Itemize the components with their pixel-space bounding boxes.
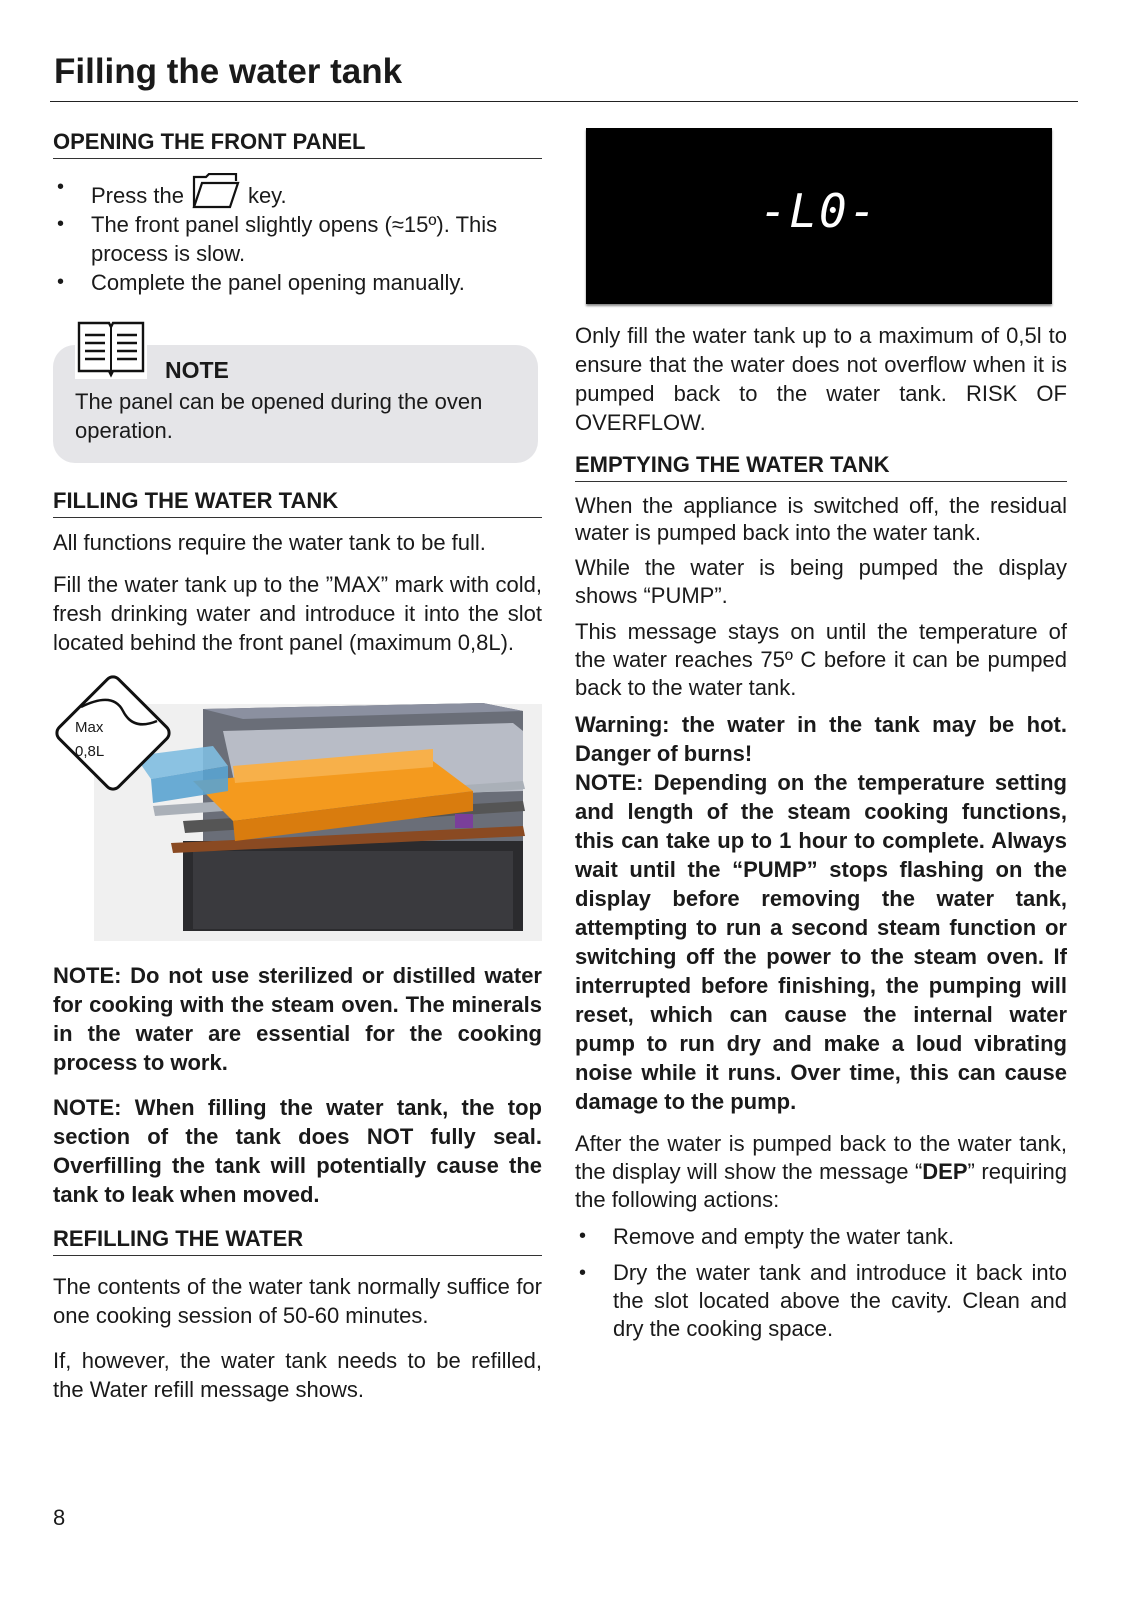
filling-paragraph-1: All functions require the water tank to be full. — [53, 530, 486, 555]
dep-actions-list — [575, 1222, 1067, 1343]
heading-emptying-water-tank: EMPTYING THE WATER TANK — [575, 451, 1067, 482]
heading-filling-water-tank: FILLING THE WATER TANK — [53, 487, 542, 518]
after-pump-text-post: ” requiring the following actions: — [575, 1159, 1068, 1212]
filling-paragraph-2: Fill the water tank up to the ”MAX” mark with cold, fresh drinking water and introduce it into the slot located behind the front panel (maximum 0,8L). — [53, 572, 542, 655]
emptying-paragraph-2: While the water is being pumped the display shows “PUMP”. — [575, 555, 1067, 608]
refilling-paragraph-2: If, however, the water tank needs to be refilled, the Water refill message shows. — [53, 1348, 542, 1402]
dep-message: DEP — [922, 1159, 968, 1184]
list-item: • Complete the panel opening manually. — [53, 268, 542, 297]
title-divider — [50, 101, 1078, 102]
opening-steps-list — [53, 173, 542, 297]
note-label: NOTE — [165, 357, 229, 383]
open-panel-key-icon — [192, 173, 240, 209]
hot-water-warning: Warning: the water in the tank may be hot. Danger of burns! — [575, 712, 1067, 766]
heading-opening-front-panel: OPENING THE FRONT PANEL — [53, 128, 542, 159]
max-label: Max — [75, 719, 104, 736]
note-tank-seal: NOTE: When filling the water tank, the top section of the tank does NOT fully seal. Overfilling the tank will potentially cause the tank to leak when moved. — [53, 1095, 542, 1207]
emptying-paragraph-1: When the appliance is switched off, the residual water is pumped back into the water tank. — [575, 493, 1067, 545]
list-item — [53, 173, 542, 210]
note-distilled-water: NOTE: Do not use sterilized or distilled water for cooking with the steam oven. The minerals in the water are essential for the cooking process to work. — [53, 963, 542, 1075]
page-title: Filling the water tank — [54, 52, 403, 91]
step1-text-pre: Press the — [91, 183, 184, 208]
left-column — [53, 128, 542, 1404]
step1-text-post: key. — [247, 183, 287, 208]
right-column — [575, 128, 1078, 1343]
water-tank-figure — [53, 671, 542, 941]
heading-refilling-water: REFILLING THE WATER — [53, 1225, 542, 1256]
list-item: • Remove and empty the water tank. — [575, 1222, 1067, 1251]
after-pump-paragraph — [575, 1130, 1067, 1214]
note-text: The panel can be opened during the oven operation. — [75, 389, 483, 443]
refilling-paragraph-1: The contents of the water tank normally suffice for one cooking session of 50-60 minutes. — [53, 1274, 542, 1328]
list-item: • The front panel slightly opens (≈15º). This process is slow. — [53, 210, 542, 268]
emptying-paragraph-3: This message stays on until the temperature of the water reaches 75º C before it can be pumped back to the water tank. — [575, 619, 1067, 700]
oven-tank-illustration — [53, 671, 542, 941]
after-pump-text-pre: After the water is pumped back to the water tank, the display will show the message “ — [575, 1131, 1067, 1184]
page-number: 8 — [53, 1505, 66, 1530]
pump-note: NOTE: Depending on the temperature setting and length of the steam cooking functions, this can take up to 1 hour to complete. Always wait until the “PUMP” stops flashing on the display before removing the water tank, attempting to run a second steam function or switching off the power to the steam oven. If interrupted before finishing, the pumping will reset, which can cause the internal water pump to run dry and make a loud vibrating noise while it runs. Over time, this can cause damage to the pump. — [575, 770, 1067, 1114]
oven-display-screen — [586, 128, 1052, 304]
list-item: • Dry the water tank and introduce it back into the slot located above the cavity. Clean and dry the cooking space. — [575, 1259, 1067, 1343]
overflow-warning-text: Only fill the water tank up to a maximum of 0,5l to ensure that the water does not overflow when it is pumped back to the water tank. RISK OF OVERFLOW. — [575, 323, 1067, 435]
capacity-label: 0,8L — [75, 743, 105, 760]
display-readout: -L0- — [759, 184, 879, 238]
note-box — [53, 345, 538, 463]
manual-book-icon — [75, 321, 147, 379]
